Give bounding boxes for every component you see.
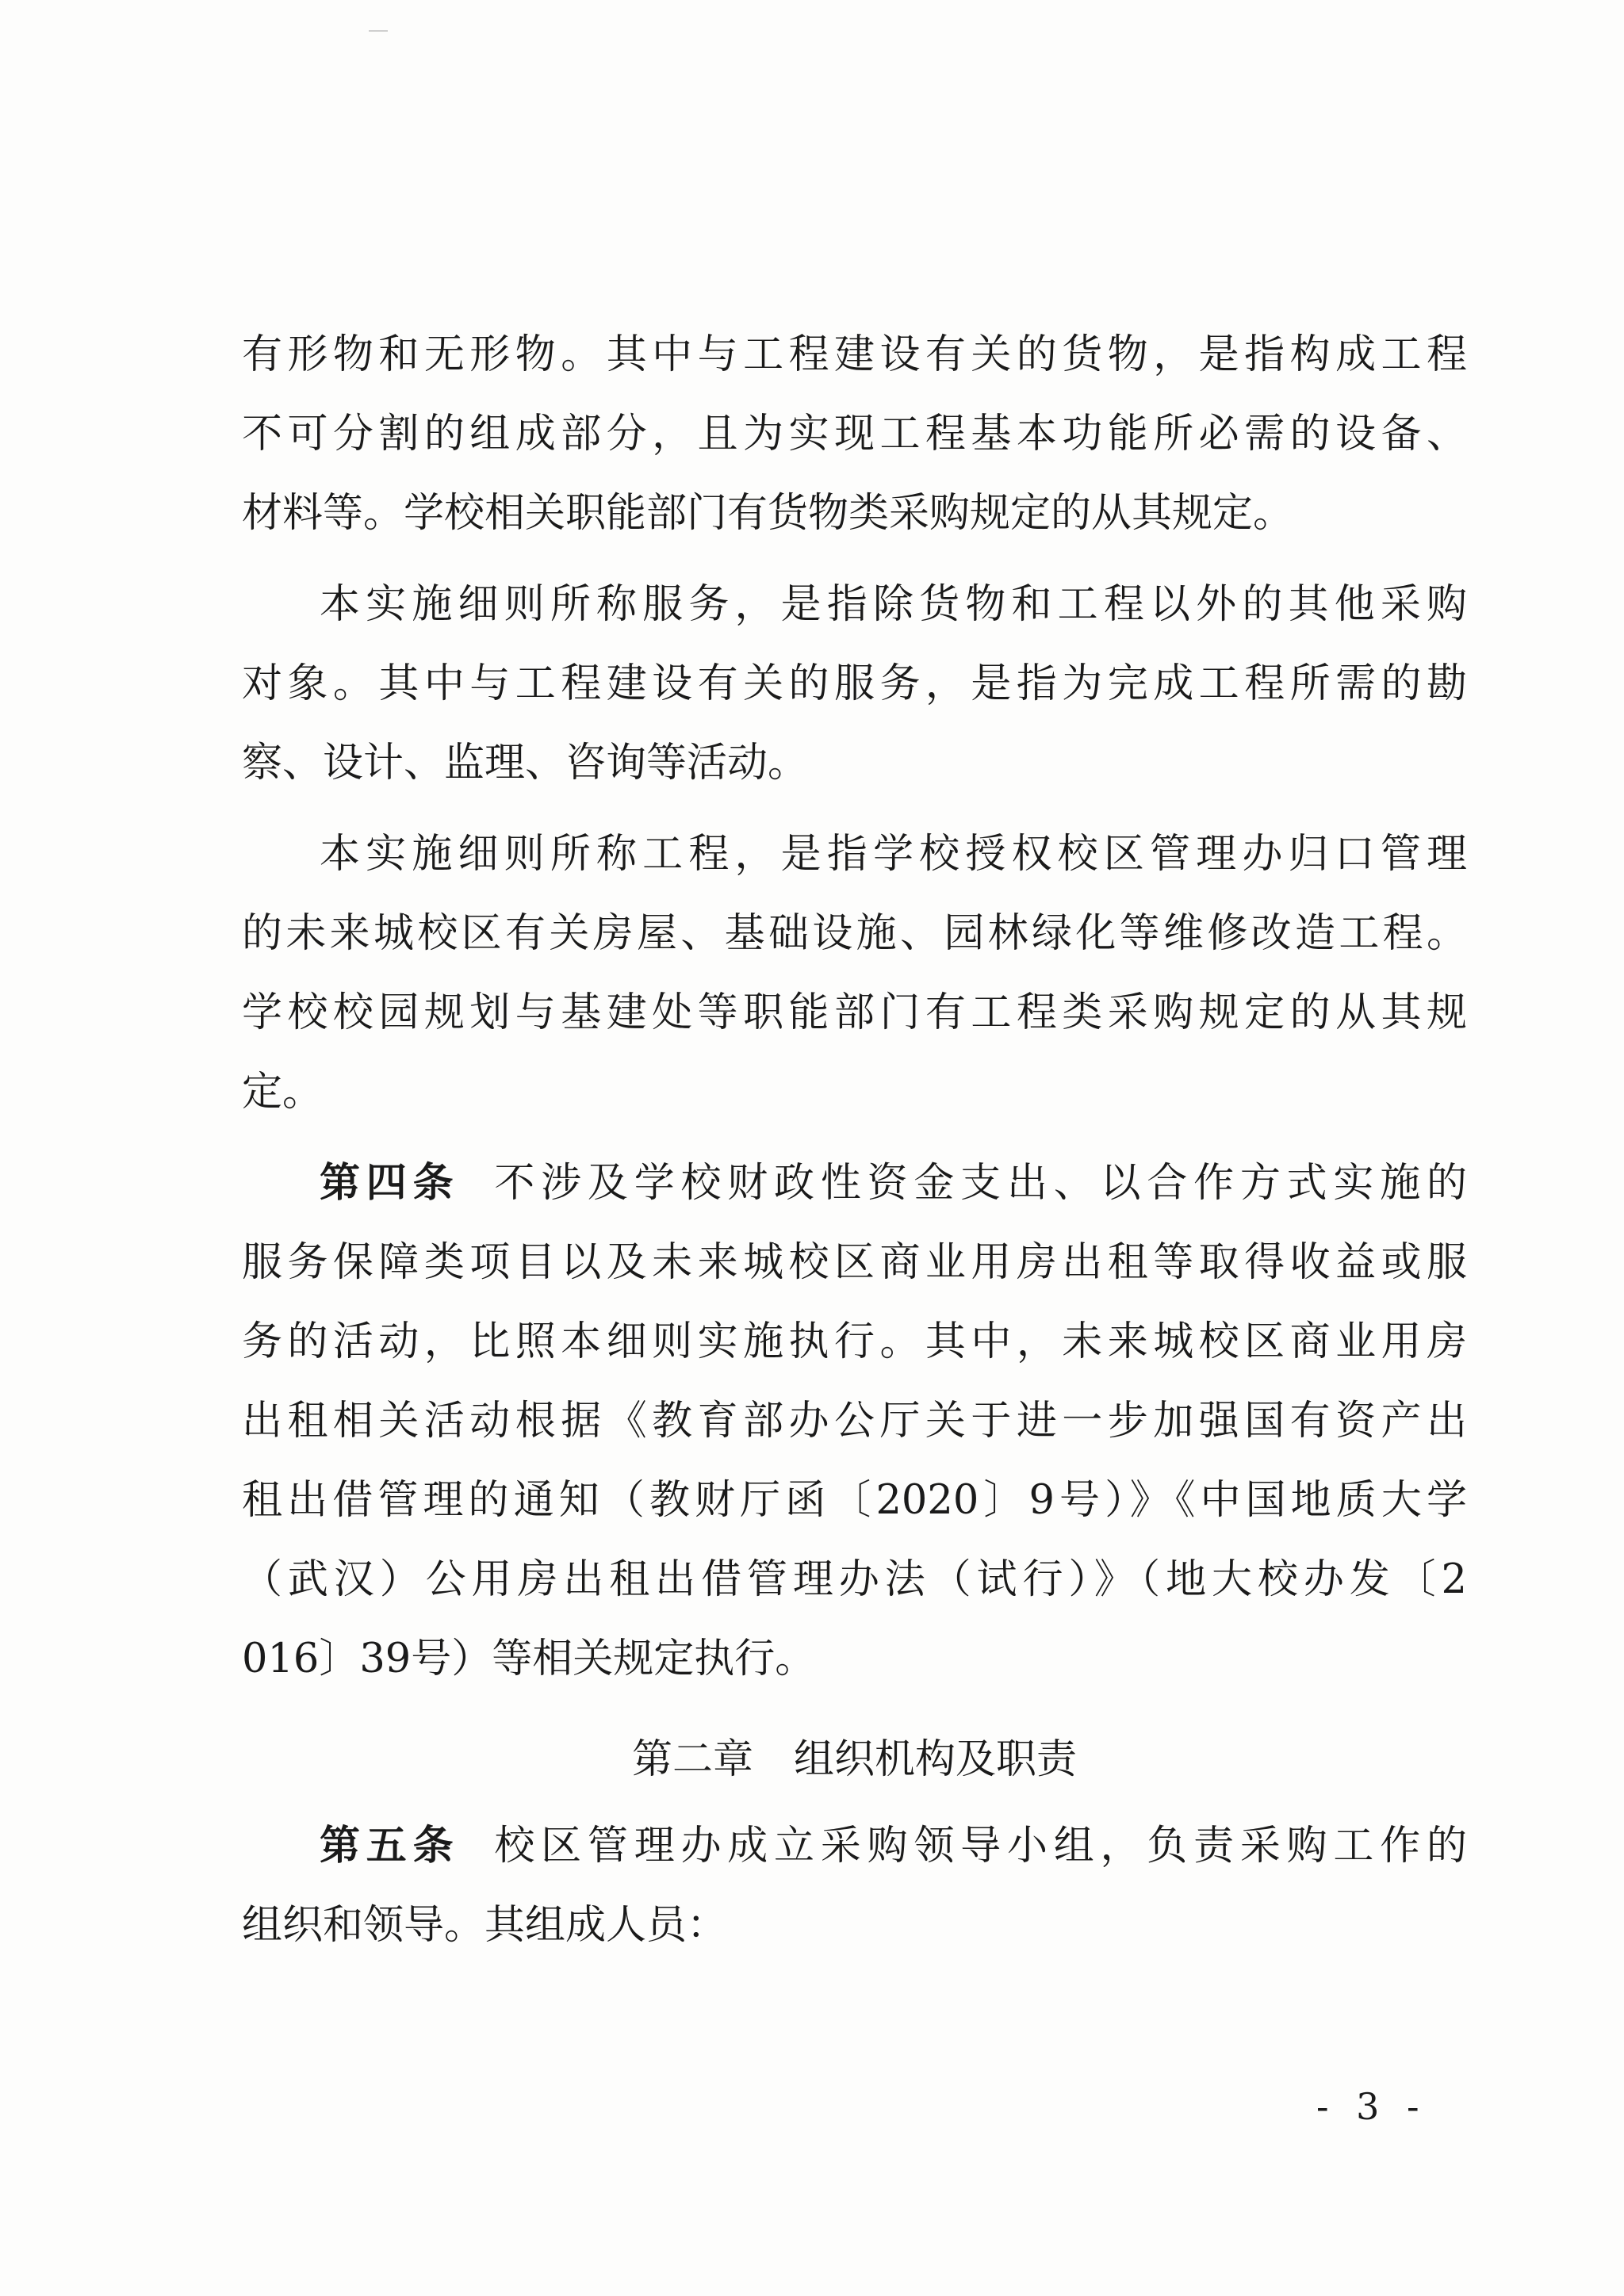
text-line: 对象。其中与工程建设有关的服务，是指为完成工程所需的勘 [242, 660, 1467, 707]
text-line: 租出借管理的通知（教财厅函〔2020〕9号）》《中国地质大学 [242, 1477, 1467, 1524]
text-line [242, 1807, 1467, 1886]
article-text: 校区管理办成立采购领导小组，负责采购工作的 [494, 1823, 1467, 1869]
scan-mark [369, 30, 388, 32]
text-line: 组织和领导。其组成人员： [242, 1902, 728, 1949]
text-line: （武汉）公用房出租出借管理办法（试行）》（地大校办发〔2 [242, 1556, 1467, 1603]
article-5 [242, 1807, 1467, 1965]
text-line: 务的活动，比照本细则实施执行。其中，未来城校区商业用房 [242, 1318, 1467, 1365]
text-line: 学校校园规划与基建处等职能部门有工程类采购规定的从其规 [242, 989, 1467, 1036]
text-line: 的未来城校区有关房屋、基础设施、园林绿化等维修改造工程。 [242, 910, 1467, 957]
article-4 [242, 1144, 1467, 1699]
text-line: 016〕39号）等相关规定执行。 [242, 1636, 816, 1682]
paragraph-engineering-definition [242, 815, 1467, 1132]
article-number: 第四条 [320, 1160, 460, 1207]
paragraph-services-definition [242, 565, 1467, 803]
article-text: 不涉及学校财政性资金支出、以合作方式实施的 [494, 1160, 1467, 1207]
page-number: - 3 - [1316, 2085, 1427, 2128]
text-line: 服务保障类项目以及未来城校区商业用房出租等取得收益或服 [242, 1239, 1467, 1286]
article-number: 第五条 [320, 1823, 460, 1869]
document-body [242, 316, 1467, 1965]
text-line: 有形物和无形物。其中与工程建设有关的货物，是指构成工程 [242, 331, 1467, 378]
text-line: 不可分割的组成部分，且为实现工程基本功能所必需的设备、 [242, 411, 1467, 457]
text-line: 察、设计、监理、咨询等活动。 [242, 740, 809, 786]
paragraph-goods-definition [242, 316, 1467, 553]
text-line: 材料等。学校相关职能部门有货物类采购规定的从其规定。 [242, 490, 1294, 537]
text-line: 本实施细则所称工程，是指学校授权校区管理办归口管理 [320, 831, 1467, 878]
text-line: 出租相关活动根据《教育部办公厅关于进一步加强国有资产出 [242, 1398, 1467, 1445]
text-line: 定。 [242, 1069, 324, 1115]
chapter-heading: 第二章 组织机构及职责 [631, 1736, 1077, 1783]
text-line: 本实施细则所称服务，是指除货物和工程以外的其他采购 [320, 581, 1467, 628]
text-line [242, 1144, 1467, 1223]
